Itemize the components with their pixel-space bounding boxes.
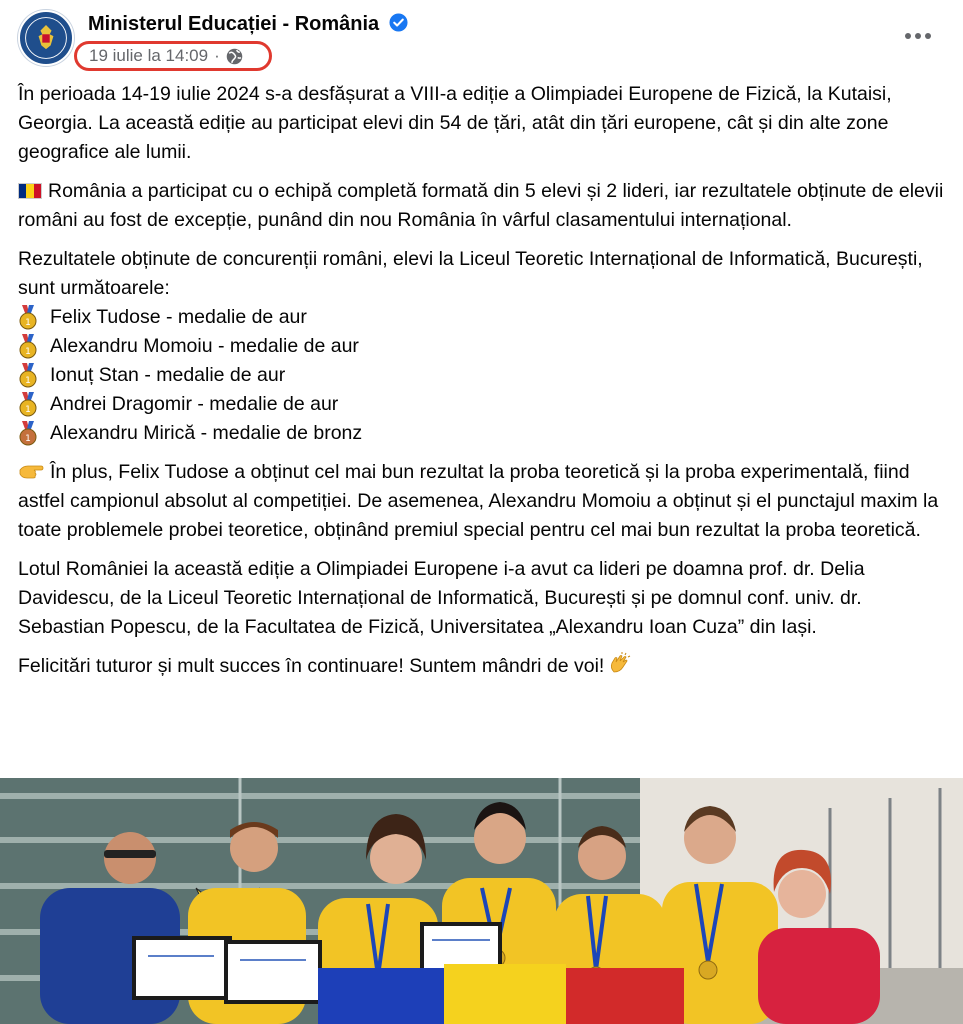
medal-list-text: Ionuț Stan - medalie de aur xyxy=(50,364,286,386)
post-photo[interactable] xyxy=(0,778,963,1024)
post-paragraph-6 xyxy=(18,652,948,681)
paragraph-4-text: În plus, Felix Tudose a obținut cel mai bun rezultat la proba teoretică și la proba experimentală, fiind astfel campionul absolut al competiției. De asemenea, Alexandru Momoiu a obținut și el punctajul maxim la toate problemele probei teoretice, obținând premiul special pentru cel mai bun rezultat la proba teoretică. xyxy=(18,461,939,541)
page-name[interactable] xyxy=(88,13,408,36)
medal-list-item xyxy=(18,390,948,419)
verified-badge-icon xyxy=(389,13,408,32)
medal-list-text: Andrei Dragomir - medalie de aur xyxy=(50,393,339,415)
more-dot xyxy=(915,33,921,39)
medal-list xyxy=(18,303,948,448)
pointing-hand-icon xyxy=(18,461,44,481)
post-timestamp[interactable]: 19 iulie la 14:09 xyxy=(89,46,209,65)
page-avatar[interactable] xyxy=(18,10,74,66)
svg-text:1: 1 xyxy=(25,346,31,357)
gold-medal-icon xyxy=(18,363,38,389)
medal-list-item xyxy=(18,419,948,448)
post-paragraph-4 xyxy=(18,458,948,545)
team-photo-illustration xyxy=(0,778,963,1024)
post-paragraph-5: Lotul României la această ediție a Olimpiadei Europene i-a avut ca lideri pe doamna prof. dr. Delia Davidescu, de la Liceul Teoretic Internațional de Informatică, București și pe domnul conf. univ. dr. Sebastian Popescu, de la Facultatea de Fizică, Universitatea „Alexandru Ioan Cuza” din Iași. xyxy=(18,558,865,638)
bronze-medal-icon xyxy=(18,421,38,447)
svg-text:1: 1 xyxy=(25,317,31,328)
romania-flag xyxy=(318,964,684,1024)
svg-text:1: 1 xyxy=(25,404,31,415)
results-block xyxy=(18,245,948,448)
government-seal-icon xyxy=(20,12,72,64)
medal-list-item xyxy=(18,332,948,361)
post-header xyxy=(0,0,963,76)
meta-separator: · xyxy=(214,46,220,65)
more-dot xyxy=(925,33,931,39)
gold-medal-icon xyxy=(18,334,38,360)
results-intro: Rezultatele obținute de concurenții români, elevi la Liceul Teoretic Internațional de Informatică, București, sunt următoarele: xyxy=(18,248,923,299)
romania-flag-icon xyxy=(18,183,42,199)
post-text xyxy=(18,80,948,691)
page-name-text[interactable]: Ministerul Educației - România xyxy=(88,13,380,35)
paragraph-2-text: România a participat cu o echipă completă formată din 5 elevi și 2 lideri, iar rezultatele obținute de elevii români au fost de excepție, punând din nou România în vârful clasamentului internațional. xyxy=(18,180,944,231)
gold-medal-icon xyxy=(18,305,38,331)
more-options-button[interactable] xyxy=(896,20,940,52)
medal-list-text: Alexandru Momoiu - medalie de aur xyxy=(50,335,359,357)
medal-list-item xyxy=(18,361,948,390)
globe-icon[interactable] xyxy=(226,48,243,65)
clapping-hands-icon xyxy=(608,652,632,676)
svg-text:1: 1 xyxy=(25,433,31,444)
post-meta xyxy=(74,41,272,71)
post-paragraph-1: În perioada 14-19 iulie 2024 s-a desfășurat a VIII-a ediție a Olimpiadei Europene de Fizică, la Kutaisi, Georgia. La această ediție au participat elevi din 54 de țări, atât din țări europene, cât și din alte zone geografice ale lumii. xyxy=(18,83,892,163)
medal-list-item xyxy=(18,303,948,332)
more-horizontal-icon xyxy=(905,33,911,39)
post-paragraph-2 xyxy=(18,177,948,235)
svg-text:1: 1 xyxy=(25,375,31,386)
medal-list-text: Felix Tudose - medalie de aur xyxy=(50,306,307,328)
gold-medal-icon xyxy=(18,392,38,418)
medal-list-text: Alexandru Mirică - medalie de bronz xyxy=(50,422,363,444)
paragraph-6-text: Felicitări tuturor și mult succes în continuare! Suntem mândri de voi! xyxy=(18,655,605,677)
